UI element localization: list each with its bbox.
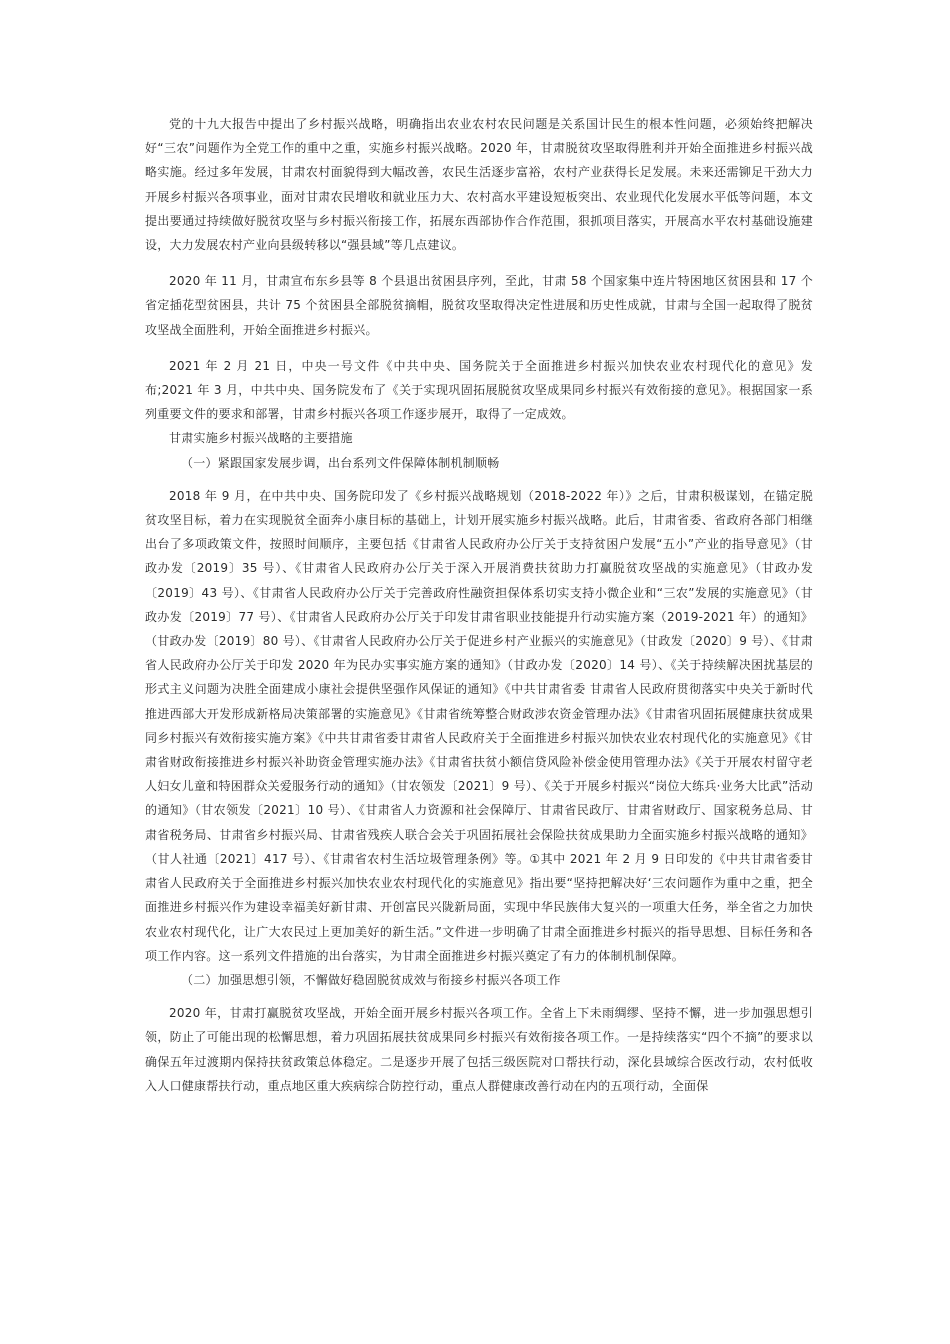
subsection-heading-1: （一）紧跟国家发展步调，出台系列文件保障体制机制顺畅 [181,455,500,470]
section-heading: 甘肃实施乡村振兴战略的主要措施 [169,431,353,446]
subsection-heading-2: （二）加强思想引领，不懈做好稳固脱贫成效与衔接乡村振兴各项工作 [181,972,561,987]
paragraph-poverty-exit: 2020 年 11 月，甘肃宣布东乡县等 8 个县退出贫困县序列，至此，甘肃 58 个国家集中连片特困地区贫困县和 17 个省定插花型贫困县，共计 75 个贫困县全部脱贫摘帽，脱贫攻坚取得决定性进展和历史性成就，甘肃与全国一起取得了脱贫攻坚战全面胜利，开始全面推进乡村振兴。 [145,274,813,337]
document-page [145,112,813,1098]
paragraph-policy-documents: 2018 年 9 月，在中共中央、国务院印发了《乡村振兴战略规划（2018-2022 年）》之后，甘肃积极谋划，在锚定脱贫攻坚目标，着力在实现脱贫全面奔小康目标的基础上，计划开展实施乡村振兴战略。此后，甘肃省委、省政府各部门相继出台了多项政策文件，按照时间顺序，主要包括《甘肃省人民政府办公厅关于支持贫困户发展“五小”产业的指导意见》（甘政办发〔2019〕35 号）、《甘肃省人民政府办公厅关于深入开展消费扶贫助力打赢脱贫攻坚战的实施意见》（甘政办发〔2019〕43 号）、《甘肃省人民政府办公厅关于完善政府性融资担保体系切实支持小微企业和“三农”发展的实施意见》（甘政办发〔2019〕77 号）、《甘肃省人民政府办公厅关于印发甘肃省职业技能提升行动实施方案（2019-2021 年）的通知》（甘政办发〔2019〕80 号）、《甘肃省人民政府办公厅关于促进乡村产业振兴的实施意见》（甘政发〔2020〕9 号）、《甘肃省人民政府办公厅关于印发 2020 年为民办实事实施方案的通知》（甘政办发〔2020〕14 号）、《关于持续解决困扰基层的形式主义问题为决胜全面建成小康社会提供坚强作风保证的通知》《中共甘肃省委 甘肃省人民政府贯彻落实中央关于新时代推进西部大开发形成新格局决策部署的实施意见》《甘肃省统筹整合财政涉农资金管理办法》《甘肃省巩固拓展健康扶贫成果同乡村振兴有效衔接实施方案》《中共甘肃省委甘肃省人民政府关于全面推进乡村振兴加快农业农村现代化的实施意见》《甘肃省财政衔接推进乡村振兴补助资金管理实施办法》《甘肃省扶贫小额信贷风险补偿金使用管理办法》《关于开展农村留守老人妇女儿童和特困群众关爱服务行动的通知》（甘农领发〔2021〕9 号）、《关于开展乡村振兴“岗位大练兵·业务大比武”活动的通知》（甘农领发〔2021〕10 号）、《甘肃省人力资源和社会保障厅、甘肃省民政厅、甘肃省财政厅、国家税务总局、甘肃省税务局、甘肃省乡村振兴局、甘肃省残疾人联合会关于巩固拓展社会保险扶贫成果助力全面实施乡村振兴战略的通知》（甘人社通〔2021〕417 号）、《甘肃省农村生活垃圾管理条例》等。①其中 2021 年 2 月 9 日印发的《中共甘肃省委甘肃省人民政府关于全面推进乡村振兴加快农业农村现代化的实施意见》指出要“坚持把解决好‘三农问题作为重中之重，把全面推进乡村振兴作为建设幸福美好新甘肃、开创富民兴陇新局面，实现中华民族伟大复兴的一项重大任务，举全省之力加快农业农村现代化，让广大农民过上更加美好的新生活。”文件进一步明确了甘肃全面推进乡村振兴的指导思想、目标任务和各项工作内容。这一系列文件措施的出台落实，为甘肃全面推进乡村振兴奠定了有力的体制机制保障。 [145,488,813,963]
paragraph-consolidation: 2020 年，甘肃打赢脱贫攻坚战，开始全面开展乡村振兴各项工作。全省上下未雨绸缪、坚持不懈，进一步加强思想引领，防止了可能出现的松懈思想，着力巩固拓展扶贫成果同乡村振兴有效衔接各项工作。一是持续落实“四个不摘”的要求以确保五年过渡期内保持扶贫政策总体稳定。二是逐步开展了包括三级医院对口帮扶行动，深化县域综合医改行动，农村低收入人口健康帮扶行动，重点地区重大疾病综合防控行动，重点人群健康改善行动在内的五项行动，全面保 [145,1006,813,1093]
paragraph-central-documents: 2021 年 2 月 21 日，中央一号文件《中共中央、国务院关于全面推进乡村振兴加快农业农村现代化的意见》发布;2021 年 3 月，中共中央、国务院发布了《关于实现巩固拓展脱贫攻坚成果同乡村振兴有效衔接的意见》。根据国家一系列重要文件的要求和部署，甘肃乡村振兴各项工作逐步展开，取得了一定成效。 [145,358,813,422]
paragraph-intro: 党的十九大报告中提出了乡村振兴战略，明确指出农业农村农民问题是关系国计民生的根本性问题，必须始终把解决好“三农”问题作为全党工作的重中之重，实施乡村振兴战略。2020 年，甘肃脱贫攻坚取得胜利并开始全面推进乡村振兴战略实施。经过多年发展，甘肃农村面貌得到大幅改善，农民生活逐步富裕，农村产业获得长足发展。未来还需铆足干劲大力开展乡村振兴各项事业，面对甘肃农民增收和就业压力大、农村高水平建设短板突出、农业现代化发展水平低等问题，本文提出要通过持续做好脱贫攻坚与乡村振兴衔接工作，拓展东西部协作合作范围，狠抓项目落实，开展高水平农村基础设施建设，大力发展农村产业向县级转移以“强县域”等几点建议。 [145,117,813,253]
